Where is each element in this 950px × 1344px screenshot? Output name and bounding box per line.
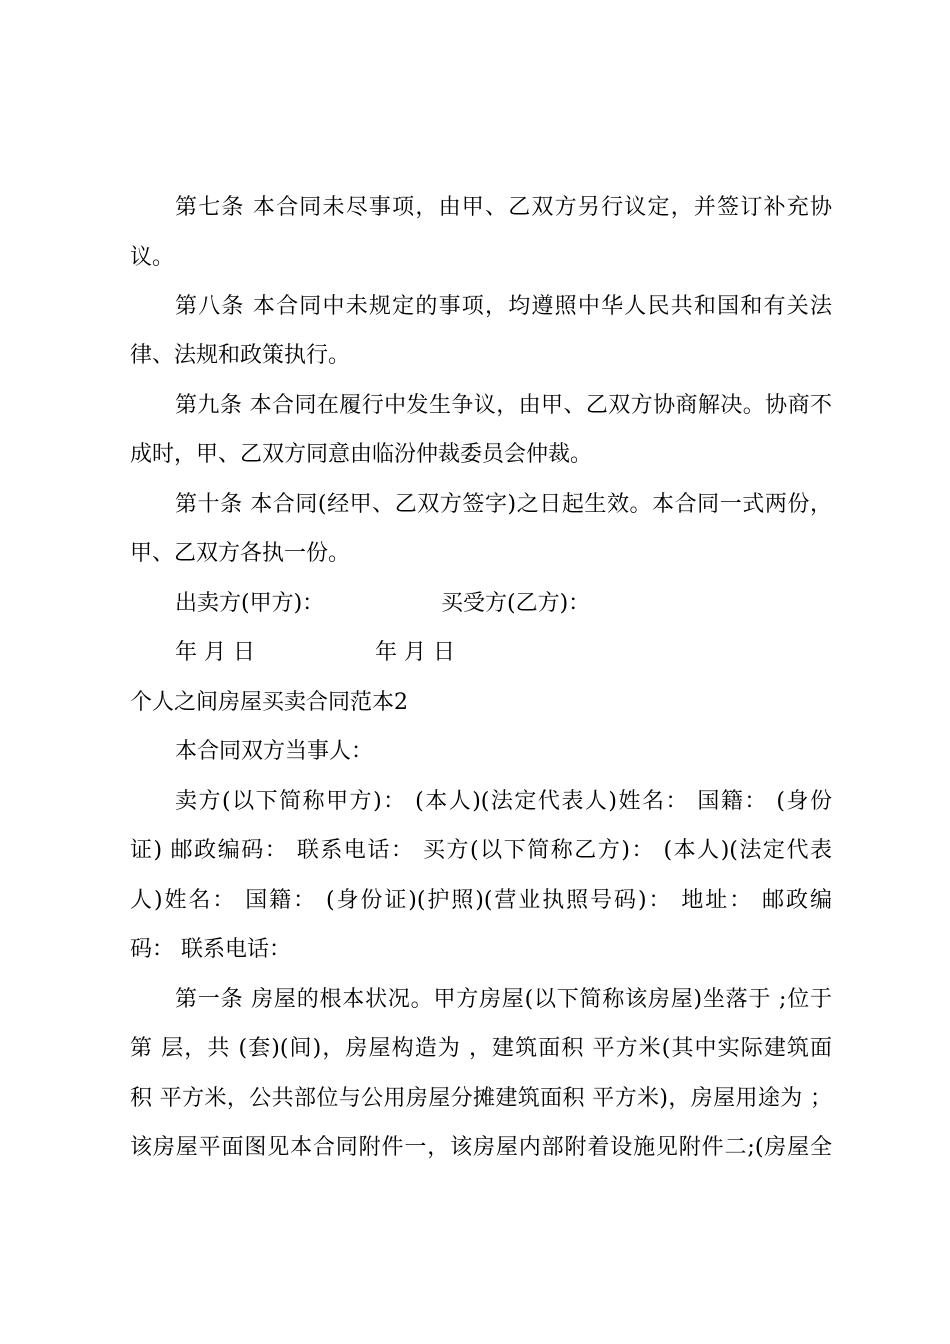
paragraph-line: 第八条 本合同中未规定的事项，均遵照中华人民共和国和有关法 (175, 294, 832, 319)
paragraph-line: 证) 邮政编码： 联系电话： 买方(以下简称乙方)： (本人)(法定代表 (130, 838, 832, 863)
paragraph-line: 卖方(以下简称甲方)： (本人)(法定代表人)姓名： 国籍： (身份 (175, 789, 832, 814)
buyer-date: 年 月 日 (375, 640, 455, 665)
seller-date: 年 月 日 (175, 640, 255, 665)
paragraph-line: 本合同双方当事人： (175, 739, 374, 764)
paragraph-line: 第九条 本合同在履行中发生争议，由甲、乙双方协商解决。协商不 (175, 393, 832, 418)
paragraph-line: 议。 (130, 245, 175, 270)
paragraph-line: 第十条 本合同(经甲、乙双方签字)之日起生效。本合同一式两份， (175, 492, 832, 517)
paragraph-line: 甲、乙双方各执一份。 (130, 541, 351, 566)
paragraph-line: 成时，甲、乙双方同意由临汾仲裁委员会仲裁。 (130, 442, 593, 467)
section-title: 个人之间房屋买卖合同范本2 (130, 690, 408, 715)
paragraph-line: 律、法规和政策执行。 (130, 343, 351, 368)
paragraph-line: 该房屋平面图见本合同附件一，该房屋内部附着设施见附件二;(房屋全 (130, 1135, 832, 1160)
paragraph-line: 第一条 房屋的根本状况。甲方房屋(以下简称该房屋)坐落于 ;位于 (175, 987, 832, 1012)
seller-label: 出卖方(甲方)： (175, 591, 325, 616)
signature-dates-line (175, 638, 875, 668)
paragraph-line: 人)姓名： 国籍： (身份证)(护照)(营业执照号码)： 地址： 邮政编 (130, 888, 832, 913)
signature-parties-line (175, 589, 875, 619)
paragraph-line: 码： 联系电话： (130, 937, 291, 962)
paragraph-line: 积 平方米，公共部位与公用房屋分摊建筑面积 平方米)，房屋用途为 ； (130, 1086, 832, 1111)
buyer-label: 买受方(乙方)： (441, 591, 591, 616)
paragraph-line: 第 层，共 (套)(间)，房屋构造为 ，建筑面积 平方米(其中实际建筑面 (130, 1036, 832, 1061)
paragraph-line: 第七条 本合同未尽事项，由甲、乙双方另行议定，并签订补充协 (175, 195, 832, 220)
